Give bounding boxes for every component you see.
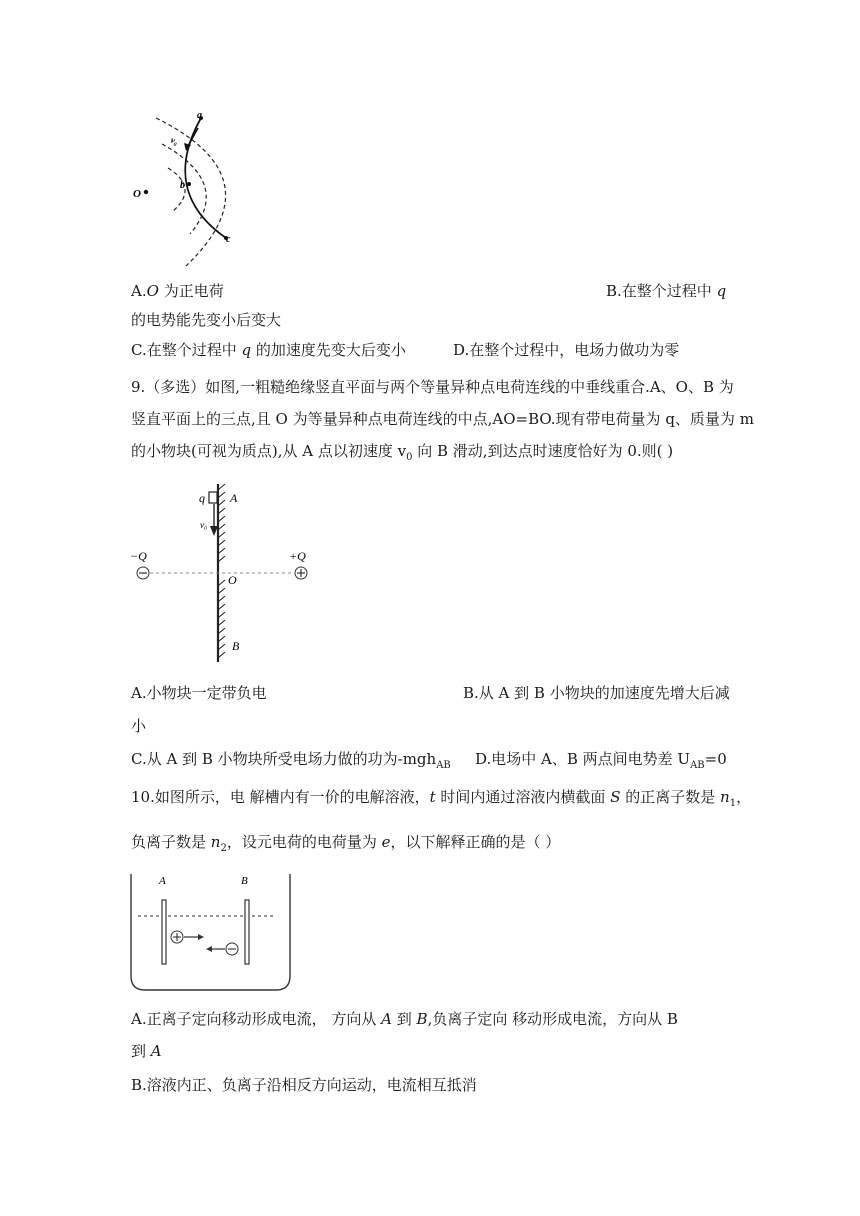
q10-l1-n: n <box>720 788 730 806</box>
label-negative-q: −Q <box>130 549 147 563</box>
q10-option-b: B.溶液内正、负离子沿相反方向运动，电流相互抵消 <box>131 1076 477 1094</box>
q8-option-c-text: 的加速度先变大后变小 <box>251 341 406 359</box>
q8-option-c-q: q <box>241 341 252 359</box>
q10-option-a-3: ,负离子定向 移动形成电流，方向从 B <box>427 1010 678 1028</box>
q8-option-c-prefix: C.在整个过程中 <box>131 341 242 359</box>
positive-ion-arrowhead <box>198 934 204 940</box>
q9-option-b: B.从 A 到 B 小物块的加速度先增大后减 <box>463 684 730 702</box>
q8-option-c <box>131 340 406 360</box>
label-o: O <box>228 573 237 587</box>
q10-l1-b: 时间内通过溶液内横截面 <box>435 788 611 806</box>
label-b: b <box>180 180 185 191</box>
q10-option-a <box>131 1009 678 1029</box>
q8-option-a-text: 为正电荷 <box>158 282 224 300</box>
q9-option-c-sub: AB <box>436 760 451 771</box>
negative-ion-arrowhead <box>206 946 212 952</box>
electrolytic-cell-figure <box>128 868 294 994</box>
q9-option-a: A.小物块一定带负电 <box>131 684 267 702</box>
q9-stem-line3-a: 的小物块(可视为质点),从 A 点以初速度 v <box>131 442 407 460</box>
label-positive-q: +Q <box>289 549 306 563</box>
q9-option-d <box>475 749 727 776</box>
v0-arrowhead <box>210 526 218 536</box>
q10-stem-line1 <box>131 787 751 814</box>
equipotential-trajectory-figure <box>128 108 244 270</box>
q9-option-d-end: =0 <box>704 750 727 768</box>
point-b-dot <box>187 182 191 186</box>
q9-option-c <box>131 749 451 776</box>
charge-o-dot <box>144 190 148 194</box>
q10-l1-c: 的正离子数是 <box>620 788 721 806</box>
q9-option-b-continued: 小 <box>131 717 147 735</box>
q8-option-b-text: B.在整个过程中 <box>606 282 717 300</box>
electrode-b <box>245 900 249 964</box>
electrode-a <box>162 900 166 964</box>
q10-option-a-cont-pre: 到 <box>131 1042 151 1060</box>
q10-option-a-A: A <box>381 1010 392 1028</box>
q8-option-d: D.在整个过程中，电场力做功为零 <box>453 341 680 359</box>
label-v0: v₀ <box>200 520 208 530</box>
q10-l2-c: ，以下解释正确的是（ ） <box>390 833 561 851</box>
q8-option-a-o: O <box>146 282 159 300</box>
q10-option-a-continued <box>131 1041 162 1061</box>
label-v0: v₀ <box>169 134 180 147</box>
q10-l2-n-sub: 2 <box>220 843 227 854</box>
q10-l2-a: 负离子数是 <box>131 833 211 851</box>
q10-l1-d: ， <box>736 788 752 806</box>
cell-container <box>131 874 290 990</box>
q10-option-a-cont-A: A <box>150 1042 162 1060</box>
q10-l1-a: 10.如图所示，电 解槽内有一价的电解溶液， <box>131 788 430 806</box>
q8-option-a <box>131 281 224 301</box>
q10-l1-t: t <box>429 788 436 806</box>
q9-option-c-text: C.从 A 到 B 小物块所受电场力做的功为-mgh <box>131 750 437 768</box>
q10-stem-line2 <box>131 832 560 859</box>
label-o: O <box>133 188 141 200</box>
q9-stem-v0-sub: 0 <box>406 452 413 463</box>
label-c: c <box>226 234 231 245</box>
q8-option-b <box>606 281 726 301</box>
q9-stem-line3-b: 向 B 滑动,到达点时速度恰好为 0.则( ) <box>412 442 674 460</box>
q9-option-d-sub: AB <box>690 760 705 771</box>
label-a: a <box>197 110 202 121</box>
q10-option-a-B: B <box>416 1010 428 1028</box>
block <box>209 492 217 503</box>
label-b: B <box>232 639 240 653</box>
label-a: A <box>230 491 238 505</box>
label-b: B <box>241 875 248 887</box>
velocity-arrow <box>188 128 198 146</box>
label-q: q <box>199 491 205 505</box>
q10-l2-n: n <box>210 833 221 851</box>
q10-l2-e: e <box>381 833 391 851</box>
q10-option-a-2: 到 <box>391 1010 417 1028</box>
q9-option-d-text: D.电场中 A、B 两点间电势差 U <box>475 750 691 768</box>
q8-option-b-continued: 的电势能先变小后变大 <box>131 311 282 329</box>
q9-stem-line3 <box>131 441 673 468</box>
q8-option-a-prefix: A. <box>131 282 147 300</box>
wall-charges-figure <box>128 478 328 668</box>
label-a: A <box>159 875 166 887</box>
q10-l1-s: S <box>610 788 621 806</box>
q9-stem-line2: 竖直平面上的三点,且 O 为等量异种点电荷连线的中点,AO=BO.现有带电荷量为 q、质量为 m <box>131 410 754 428</box>
q10-l2-b: ，设元电荷的电荷量为 <box>226 833 382 851</box>
q8-option-b-q: q <box>716 282 727 300</box>
q10-l1-n-sub: 1 <box>729 798 737 809</box>
q9-stem-line1: 9.（多选）如图,一粗糙绝缘竖直平面与两个等量异种点电荷连线的中垂线重合.A、O、B 为 <box>131 378 734 396</box>
q10-option-a-1: A.正离子定向移动形成电流， 方向从 <box>131 1010 382 1028</box>
